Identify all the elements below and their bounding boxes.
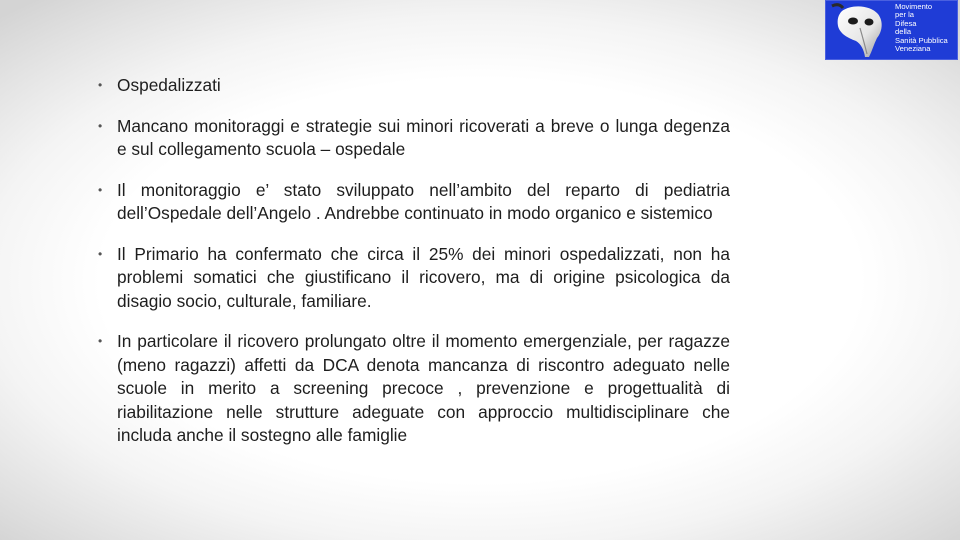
logo-line: Sanità Pubblica — [895, 35, 948, 45]
logo-text — [895, 3, 958, 53]
bullet-item — [98, 74, 730, 98]
logo — [825, 0, 958, 60]
bullet-item — [98, 179, 730, 226]
bullet-item — [98, 115, 730, 162]
bullet-text: Il monitoraggio e’ stato sviluppato nell’ambito del reparto di pediatria dell’Ospedale dell’Angelo . Andrebbe continuato in modo organico e sistemico — [117, 179, 730, 223]
bullet-icon: • — [98, 78, 103, 92]
bullet-list — [98, 74, 730, 465]
logo-line: Difesa — [895, 18, 917, 28]
mask-icon — [828, 2, 894, 59]
bullet-item — [98, 330, 730, 448]
bullet-icon: • — [98, 246, 103, 261]
bullet-text: In particolare il ricovero prolungato oltre il momento emergenziale, per ragazze (meno ragazzi) affetti da DCA denota mancanza di riscontro adeguato nelle scuole in merito a screening precoce , prevenzione e progettualità di riabilitazione nelle strutture adeguate con approccio multidisciplinare che includa anche il sostegno alle famiglie — [117, 331, 730, 445]
logo-line: della — [895, 27, 912, 37]
bullet-icon: • — [98, 334, 103, 348]
bullet-item — [98, 243, 730, 314]
bullet-icon: • — [98, 182, 103, 197]
logo-line: Movimento — [895, 2, 933, 11]
bullet-icon: • — [98, 118, 103, 133]
logo-line: per la — [895, 10, 914, 20]
bullet-text: Mancano monitoraggi e strategie sui minori ricoverati a breve o lunga degenza e sul collegamento scuola – ospedale — [117, 115, 730, 159]
bullet-text: Ospedalizzati — [117, 75, 221, 95]
logo-line: Veneziana — [895, 44, 931, 54]
bullet-text: Il Primario ha confermato che circa il 25% dei minori ospedalizzati, non ha problemi somatici che giustificano il ricovero, ma di origine psicologica da disagio socio, culturale, familiare. — [117, 243, 730, 311]
